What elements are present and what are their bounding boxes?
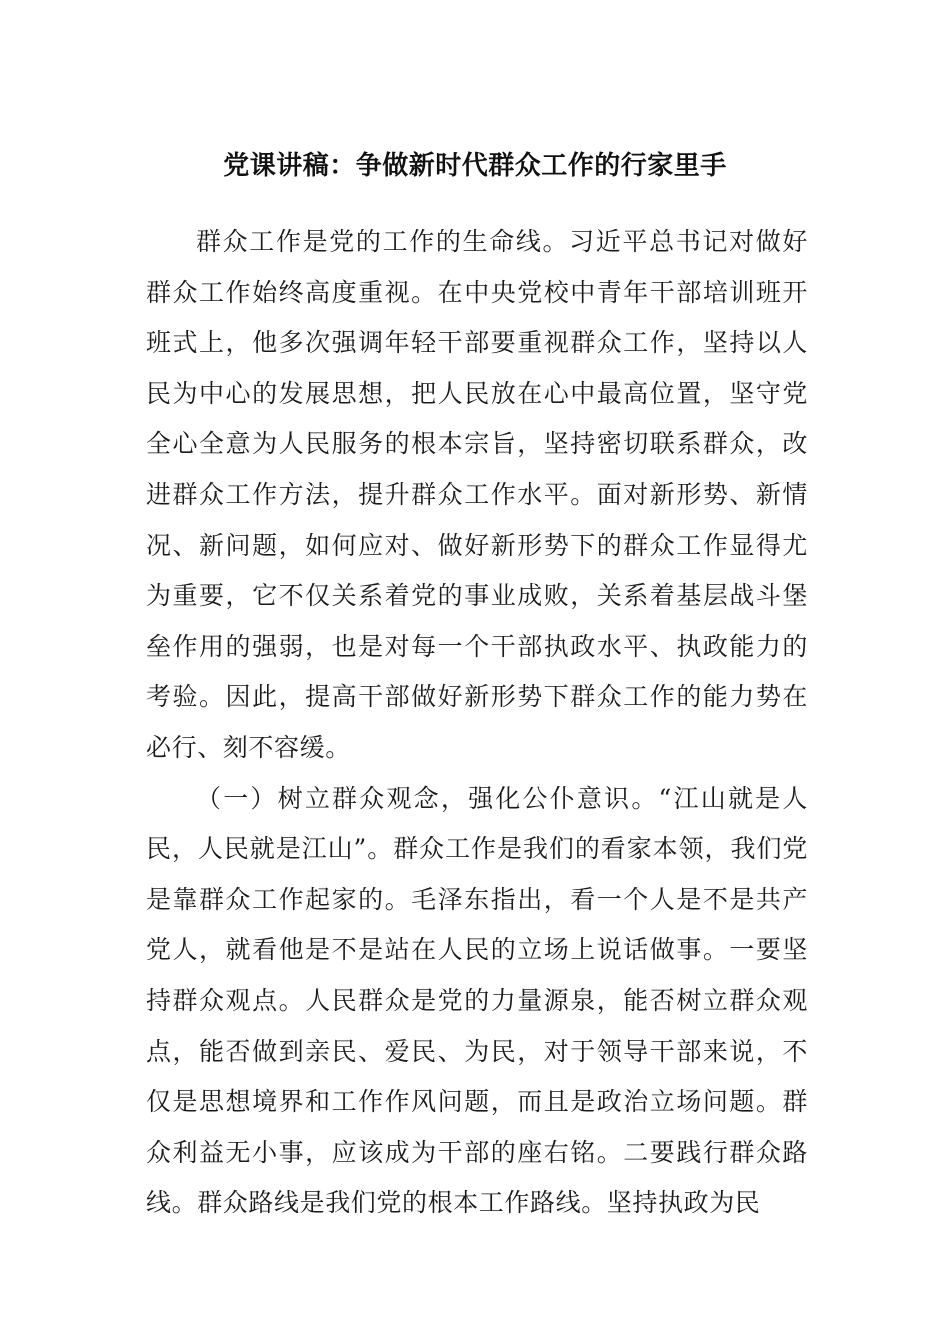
- paragraph-intro: 群众工作是党的工作的生命线。习近平总书记对做好群众工作始终高度重视。在中央党校中青年干部培训班开班式上，他多次强调年轻干部要重视群众工作，坚持以人民为中心的发展思想，把人民放在心中最高位置，坚守党全心全意为人民服务的根本宗旨，坚持密切联系群众，改进群众工作方法，提升群众工作水平。面对新形势、新情况、新问题，如何应对、做好新形势下的群众工作显得尤为重要，它不仅关系着党的事业成败，关系着基层战斗堡垒作用的强弱，也是对每一个干部执政水平、执政能力的考验。因此，提高干部做好新形势下群众工作的能力势在必行、刻不容缓。: [146, 227, 808, 762]
- document-body: [146, 217, 808, 1229]
- document-title: 党课讲稿：争做新时代群众工作的行家里手: [223, 151, 727, 181]
- paragraph-section-one: （一）树立群众观念，强化公仆意识。“江山就是人民，人民就是江山”。群众工作是我们的看家本领，我们党是靠群众工作起家的。毛泽东指出，看一个人是不是共产党人，就看他是不是站在人民的立场上说话做事。一要坚持群众观点。人民群众是党的力量源泉，能否树立群众观点，能否做到亲民、爱民、为民，对于领导干部来说，不仅是思想境界和工作作风问题，而且是政治立场问题。群众利益无小事，应该成为干部的座右铭。二要践行群众路线。群众路线是我们党的根本工作路线。坚持执政为民: [146, 783, 808, 1218]
